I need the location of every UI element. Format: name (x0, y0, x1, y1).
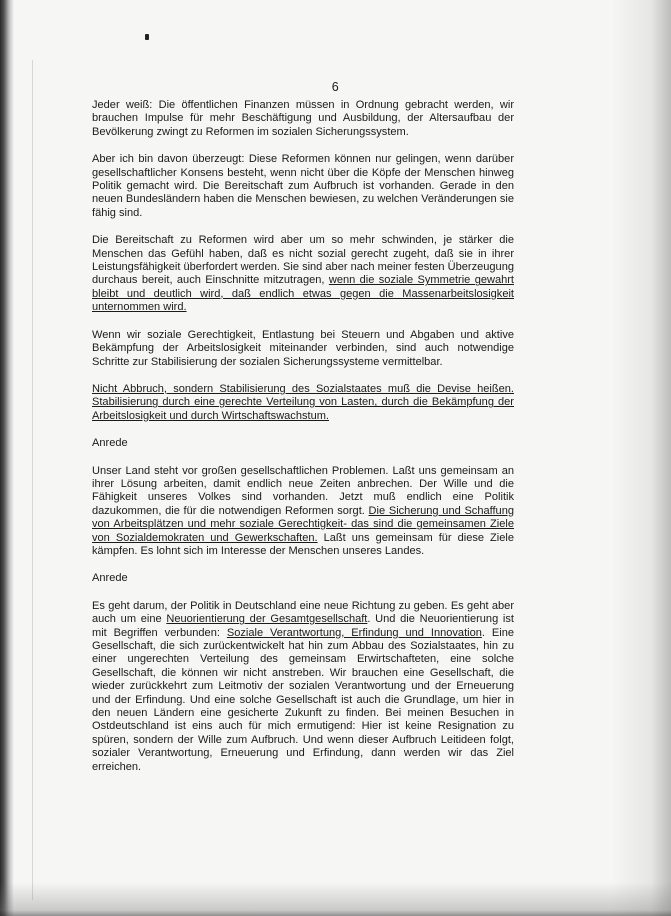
page-number: 6 (331, 80, 340, 94)
underlined-text-segment: Nicht Abbruch, sondern Stabilisierung des Sozialstaates muß die Devise heißen. Stabilisierung durch eine gerechte Verteilung von Lasten, durch die Bekämpfung der Arbeitslosigkeit und durch Wirtschaftswachstum. (92, 382, 514, 422)
body-paragraph (92, 153, 514, 220)
underlined-text-segment: Neuorientierung der Gesamtgesellschaft (166, 613, 368, 626)
text-segment: Unser Land steht vor großen gesellschaftlichen Problemen. Laßt uns gemeinsam an ihrer Lösung arbeiten, damit endlich neue Zeiten anbrechen. Der Wille und die Fähigkeit unseres Volkes sind vorhanden. Jetzt muß endlich eine Politik dazukommen, die für die notwendigen Reformen sorgt. (92, 464, 514, 517)
text-segment: Jeder weiß: Die öffentlichen Finanzen müssen in Ordnung gebracht werden, wir brauchen Impulse für mehr Beschäftigung und Ausbildung, der Altersaufbau der Bevölkerung zwingt zu Reformen im sozialen Sicherungssystem. (92, 99, 514, 138)
body-paragraph (92, 99, 514, 139)
text-segment: Wenn wir soziale Gerechtigkeit, Entlastung bei Steuern und Abgaben und aktive Bekämpfung der Arbeitslosigkeit miteinander verbinden, sind auch notwendige Schritte zur Stabilisierung der sozialen Sicherungssysteme vermittelbar. (92, 328, 514, 368)
binder-edge-shadow (0, 0, 14, 916)
body-paragraph (92, 383, 514, 423)
text-segment: Die Bereitschaft zu Reformen wird aber um so mehr schwinden, je stärker die Menschen das Gefühl haben, daß es nicht sozial gerecht zugeht, daß sie in ihrer Leistungsfähigkeit überfordert werden. Sie sind aber nach meiner festen Überzeugung durchaus bereit, auch Einschnitte mitzutragen, (92, 234, 514, 287)
body-paragraph (92, 600, 514, 774)
underlined-text-segment: Die Sicherung und Schaffung von Arbeitsplätzen und mehr soziale Gerechtigkeit- das sind die gemeinsamen Ziele von Sozialdemokraten und Gewerkschaften. (92, 504, 514, 544)
text-segment: Laßt uns gemeinsam für diese Ziele kämpfen. Es lohnt sich im Interesse der Menschen unseres Landes. (92, 531, 514, 557)
binder-crease-line (32, 60, 33, 900)
body-paragraph (92, 465, 514, 559)
text-segment: Aber ich bin davon überzeugt: Diese Reformen können nur gelingen, wenn darüber gesellschaftlicher Konsens besteht, wenn nicht über die Köpfe der Menschen hinweg Politik gemacht wird. Die Bereitschaft zum Aufbruch ist vorhanden. Gerade in den neuen Bundesländern haben die Menschen bewiesen, zu welchen Veränderungen sie fähig sind. (92, 153, 514, 219)
text-segment: . Eine Gesellschaft, die sich zurückentwickelt hat hin zum Abbau des Sozialstaates, hin zu einer ungerechten Verteilung des gemeinsam Erwirtschafteten, eine solche Gesellschaft, die können wir nicht anstreben. Wir brauchen eine Gesellschaft, die wieder zurückkehrt zum Leitmotiv der sozialen Verantwortung und der Erneuerung und der Erfindung. Und eine solche Gesellschaft ist auch die Grundlage, um hier in den neuen Ländern eine gesicherte Zukunft zu finden. Bei meinen Besuchen in Ostdeutschland ist eins auch für mich ermutigend: Hier ist keine Resignation zu spüren, sondern der Wille zum Aufbruch. Und wenn dieser Aufbruch Leitideen folgt, sozialer Verantwortung, Erneuerung und Erfindung, dann werden wir das Ziel erreichen. (92, 626, 514, 773)
salutation-paragraph (92, 572, 514, 585)
scan-speck (145, 34, 149, 40)
body-paragraph (92, 234, 514, 314)
bottom-edge-shadow (0, 882, 671, 916)
body-paragraph (92, 329, 514, 369)
document-body (92, 99, 514, 788)
underlined-text-segment: Soziale Verantwortung, Erfindung und Innovation (226, 626, 482, 639)
right-edge-shadow (611, 0, 671, 916)
salutation-paragraph (92, 437, 514, 450)
text-segment: Anrede (92, 437, 128, 450)
text-segment: Es geht darum, der Politik in Deutschland eine neue Richtung zu geben. Es geht aber auch um eine (92, 599, 514, 626)
text-segment: . Und die Neuorientierung ist mit Begriffen verbunden: (92, 613, 514, 639)
text-segment: Anrede (92, 572, 128, 585)
underlined-text-segment: wenn die soziale Symmetrie gewahrt bleibt und deutlich wird, daß endlich etwas gegen die Massenarbeitslosigkeit unternommen wird. (92, 274, 514, 314)
